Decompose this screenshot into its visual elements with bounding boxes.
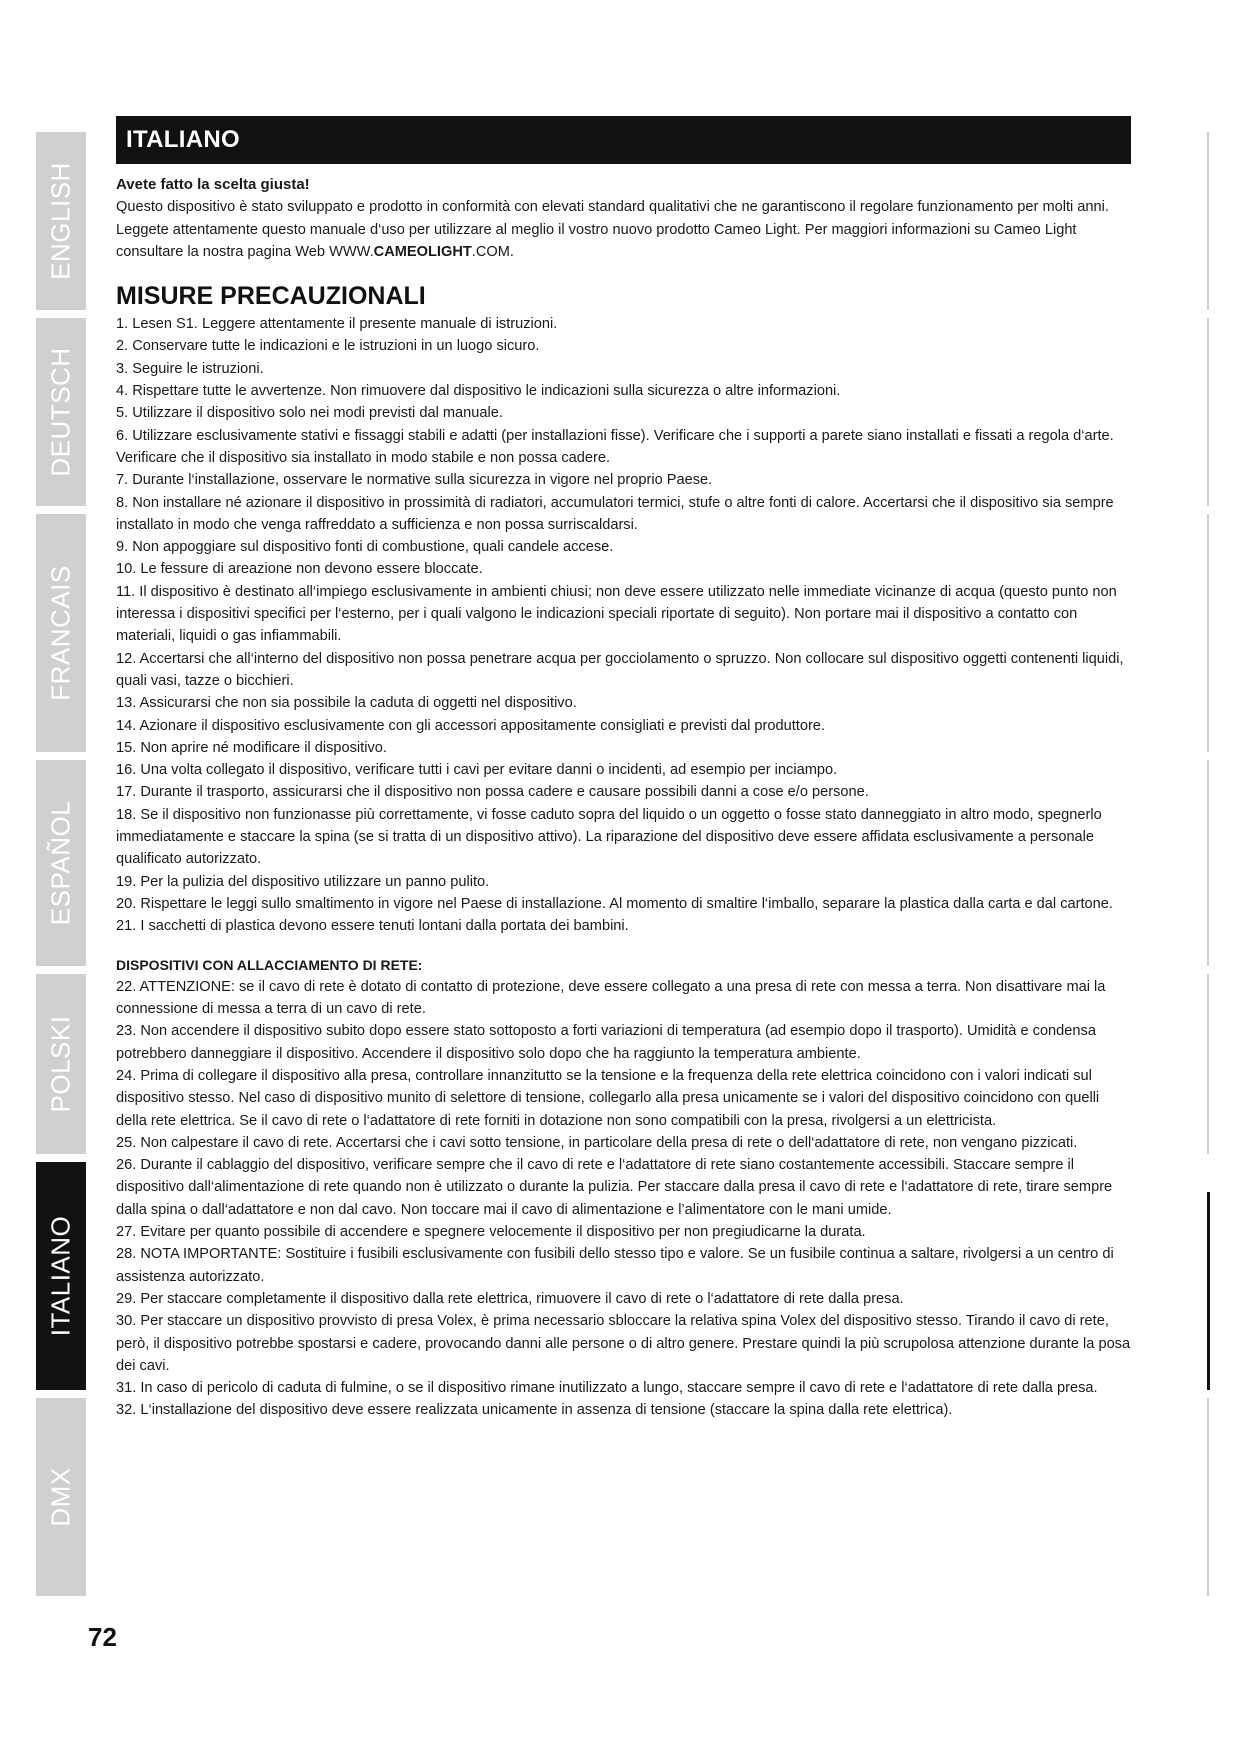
side-tab-label: ITALIANO	[45, 1215, 76, 1337]
list-item: 18. Se il dispositivo non funzionasse più correttamente, vi fosse caduto sopra del liquido o un oggetto o fosse stato danneggiato in altro modo, spegnerlo immediatamente e staccare la spina (se si tratta di un dispositivo attivo). La riparazione del dispositivo deve essere affidata esclusivamente a personale qualificato autorizzato.	[116, 806, 1102, 868]
side-tab-espanol[interactable]	[36, 760, 86, 966]
list-item: 16. Una volta collegato il dispositivo, verificare tutti i cavi per evitare danni o incidenti, ad esempio per inciampo.	[116, 762, 838, 779]
list-item: 3. Seguire le istruzioni.	[116, 360, 264, 377]
side-tab-label: DMX	[45, 1467, 76, 1527]
side-tab-francais[interactable]	[36, 514, 86, 752]
list-item: 32. L‘installazione del dispositivo deve essere realizzata unicamente in assenza di tensione (staccare la spina dalla rete elettrica).	[116, 1402, 953, 1419]
section-header-bar	[116, 116, 1131, 164]
side-tab-label: DEUTSCH	[45, 347, 76, 477]
right-edge-mark	[1207, 514, 1209, 752]
list-item: 5. Utilizzare il dispositivo solo nei modi previsti dal manuale.	[116, 405, 503, 422]
list-item: 17. Durante il trasporto, assicurarsi che il dispositivo non possa cadere e causare possibili danni a cose e/o persone.	[116, 784, 869, 801]
side-tab-label: ESPAÑOL	[45, 800, 76, 926]
intro-title: Avete fatto la scelta giusta!	[116, 176, 310, 193]
right-edge-mark	[1207, 760, 1209, 966]
list-item: 31. In caso di pericolo di caduta di fulmine, o se il dispositivo rimane inutilizzato a lungo, staccare sempre il cavo di rete e l‘adattatore di rete dalla presa.	[116, 1380, 1098, 1397]
list-item: 2. Conservare tutte le indicazioni e le istruzioni in un luogo sicuro.	[116, 338, 540, 355]
list-item: 30. Per staccare un dispositivo provvisto di presa Volex, è prima necessario sbloccare la relativa spina Volex del dispositivo stesso. Tirando il cavo di rete, però, il dispositivo potrebbe spostarsi e cadere, provocando danni alle persone o di altro genere. Prestare quindi la più scrupolosa attenzione durante la posa dei cavi.	[116, 1313, 1131, 1374]
list-item: 4. Rispettare tutte le avvertenze. Non rimuovere dal dispositivo le indicazioni sulla sicurezza o altre informazioni.	[116, 383, 841, 400]
list-item: 28. NOTA IMPORTANTE: Sostituire i fusibili esclusivamente con fusibili dello stesso tipo e valore. Se un fusibile continua a saltare, rivolgersi a un centro di assistenza autorizzato.	[116, 1246, 1114, 1285]
right-edge-mark	[1207, 318, 1209, 506]
side-tab-italiano[interactable]	[36, 1162, 86, 1390]
list-item: 8. Non installare né azionare il dispositivo in prossimità di radiatori, accumulatori termici, stufe o altre fonti di calore. Accertarsi che il dispositivo sia sempre installato in modo che venga raffreddato a sufficienza e non possa surriscaldarsi.	[116, 494, 1114, 533]
list-item: 10. Le fessure di areazione non devono essere bloccate.	[116, 561, 483, 578]
page-title: ITALIANO	[126, 126, 240, 153]
list-item: 11. Il dispositivo è destinato all‘impiego esclusivamente in ambienti chiusi; non deve essere utilizzato nelle immediate vicinanze di acqua (questo punto non interessa i dispositivi specifici per l‘esterno, per i quali valgono le indicazioni speciali riportate di seguito). Non portare mai il dispositivo a contatto con materiali, liquidi o gas infiammabili.	[116, 583, 1117, 645]
main-content	[116, 174, 1131, 1422]
intro-brand: CAMEOLIGHT	[373, 243, 472, 260]
section-title: MISURE PRECAUZIONALI	[116, 282, 426, 311]
precautions-list	[116, 313, 1131, 937]
list-item: 21. I sacchetti di plastica devono essere tenuti lontani dalla portata dei bambini.	[116, 918, 629, 935]
side-tab-label: POLSKI	[45, 1015, 76, 1113]
right-edge-mark-active	[1207, 1192, 1210, 1390]
side-tab-label: ENGLISH	[45, 162, 76, 280]
list-item: 15. Non aprire né modificare il dispositivo.	[116, 739, 387, 756]
right-edge-mark	[1207, 1398, 1209, 1596]
list-item: 7. Durante l‘installazione, osservare le normative sulla sicurezza in vigore nel proprio Paese.	[116, 472, 713, 489]
intro-text	[116, 196, 1131, 263]
list-item: 23. Non accendere il dispositivo subito dopo essere stato sottoposto a forti variazioni di temperatura (ad esempio dopo il trasporto). Umidità e condensa potrebbero danneggiare il dispositivo. Accendere il dispositivo solo dopo che ha raggiunto la temperatura ambiente.	[116, 1023, 1096, 1062]
mains-devices-list	[116, 976, 1131, 1422]
right-edge-mark	[1207, 974, 1209, 1154]
list-item: 14. Azionare il dispositivo esclusivamente con gli accessori appositamente consigliati e previsti dal produttore.	[116, 717, 825, 734]
page-number: 72	[88, 1622, 117, 1652]
side-tab-dmx[interactable]	[36, 1398, 86, 1596]
list-item: 26. Durante il cablaggio del dispositivo, verificare sempre che il cavo di rete e l‘adattatore di rete siano costantemente accessibili. Staccare sempre il dispositivo dall‘alimentazione di rete quando non è utilizzato o durante la pulizia. Per staccare dalla presa il cavo di rete e l‘adattatore di rete, tirare sempre dalla spina o dall‘adattatore e non dal cavo. Non toccare mai il cavo di alimentazione e l’alimentatore con le mani umide.	[116, 1157, 1113, 1218]
side-tab-english[interactable]	[36, 132, 86, 310]
list-item: 27. Evitare per quanto possibile di accendere e spegnere velocemente il dispositivo per non pregiudicarne la durata.	[116, 1224, 866, 1241]
side-tab-label: FRANCAIS	[45, 565, 76, 701]
side-tab-deutsch[interactable]	[36, 318, 86, 506]
side-tab-polski[interactable]	[36, 974, 86, 1154]
list-item: 1. Lesen S1. Leggere attentamente il presente manuale di istruzioni.	[116, 316, 558, 333]
intro-body: Questo dispositivo è stato sviluppato e prodotto in conformità con elevati standard qualitativi che ne garantiscono il regolare funzionamento per molti anni. Leggete attentamente questo manuale d‘uso per utilizzare al meglio il vostro nuovo prodotto Cameo Light. Per maggiori informazioni su Cameo Light consultare la nostra pagina Web WWW.	[116, 199, 1109, 260]
list-item: 29. Per staccare completamente il dispositivo dalla rete elettrica, rimuovere il cavo di rete o l‘adattatore di rete dalla presa.	[116, 1290, 904, 1307]
subsection-title: DISPOSITIVI CON ALLACCIAMENTO DI RETE:	[116, 956, 423, 973]
list-item: 25. Non calpestare il cavo di rete. Accertarsi che i cavi sotto tensione, in particolare della presa di rete o dell‘adattatore di rete, non vengano pizzicati.	[116, 1134, 1078, 1151]
list-item: 12. Accertarsi che all‘interno del dispositivo non possa penetrare acqua per gocciolamento o spruzzo. Non collocare sul dispositivo oggetti contenenti liquidi, quali vasi, tazze o bicchieri.	[116, 650, 1124, 689]
list-item: 22. ATTENZIONE: se il cavo di rete è dotato di contatto di protezione, deve essere collegato a una presa di rete con messa a terra. Non disattivare mai la connessione di messa a terra di un cavo di rete.	[116, 978, 1106, 1018]
list-item: 24. Prima di collegare il dispositivo alla presa, controllare innanzitutto se la tensione e la frequenza della rete elettrica coincidono con i valori indicati sul dispositivo stesso. Nel caso di dispositivo munito di selettore di tensione, collegarlo alla presa unicamente se i valori del dispositivo coincidono con quelli della rete elettrica. Se il cavo di rete o l‘adattatore di rete forniti in dotazione non sono compatibili con la presa, rivolgersi a un elettricista.	[116, 1067, 1100, 1129]
list-item: 9. Non appoggiare sul dispositivo fonti di combustione, quali candele accese.	[116, 539, 614, 556]
right-edge-mark	[1207, 132, 1209, 310]
list-item: 20. Rispettare le leggi sullo smaltimento in vigore nel Paese di installazione. Al momento di smaltire l‘imballo, separare la plastica dalla carta e dal cartone.	[116, 895, 1113, 912]
list-item: 19. Per la pulizia del dispositivo utilizzare un panno pulito.	[116, 873, 490, 890]
list-item: 6. Utilizzare esclusivamente stativi e fissaggi stabili e adatti (per installazioni fisse). Verificare che i supporti a parete siano installati e fissati a regola d‘arte. Verificare che il dispositivo sia installato in modo stabile e non possa cadere.	[116, 427, 1114, 466]
list-item: 13. Assicurarsi che non sia possibile la caduta di oggetti nel dispositivo.	[116, 695, 577, 712]
intro-suffix: .COM.	[471, 243, 514, 260]
